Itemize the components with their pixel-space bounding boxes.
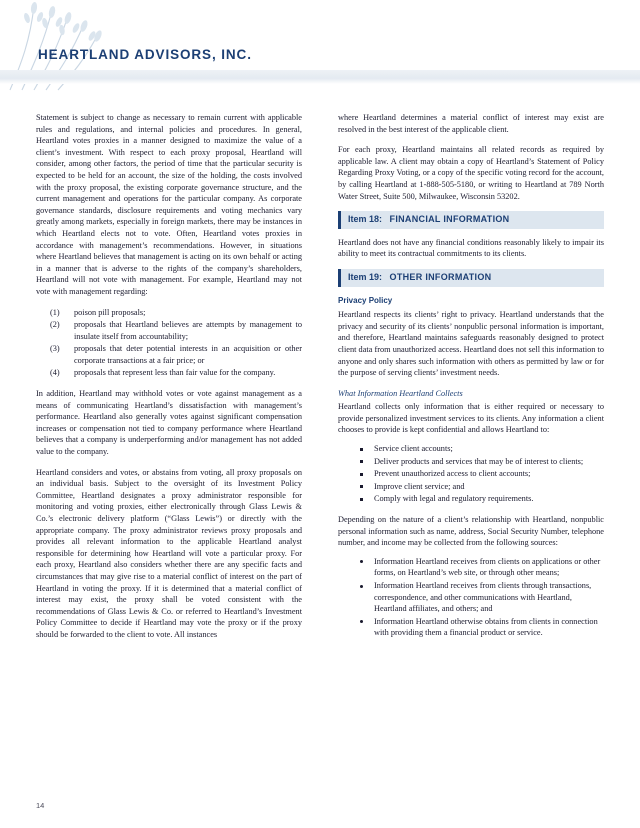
bullet-icon <box>360 485 363 488</box>
page-number: 14 <box>36 801 45 810</box>
company-name: HEARTLAND ADVISORS, INC. <box>38 47 252 62</box>
bullet-icon <box>360 460 363 463</box>
list-item-text: Information Heartland receives from clients on applications or other forms, on Heartland’s web site, or through other means; <box>374 556 601 578</box>
header-divider <box>0 70 640 84</box>
page-header <box>0 0 640 92</box>
item-19-title: OTHER INFORMATION <box>389 271 492 282</box>
list-marker: (3) <box>50 344 60 354</box>
item-18-label: Item 18: <box>348 214 383 225</box>
list-item-text: Comply with legal and regulatory requirements. <box>374 494 534 504</box>
list-item <box>338 556 604 579</box>
paragraph-conflict-resolution: where Heartland determines a material conflict of interest may exist are resolved in the best interest of the applicable client. <box>338 113 604 134</box>
paragraph-information-sources-intro: Depending on the nature of a client’s relationship with Heartland, nonpublic personal information such as name, address, Social Security Number, telephone number, and income may be collected from the following sources: <box>338 515 604 548</box>
list-item <box>338 481 604 493</box>
bullet-icon <box>360 473 363 476</box>
list-item-text: Information Heartland receives from clients through transactions, correspondence, and other communications with Heartland, Heartland affiliates, and others; and <box>374 581 592 614</box>
bullet-list-sources <box>338 556 604 639</box>
list-item <box>338 456 604 468</box>
list-marker: (2) <box>50 320 60 330</box>
list-item <box>36 367 302 379</box>
subheading-privacy-policy: Privacy Policy <box>338 295 393 305</box>
list-item-text: Information Heartland otherwise obtains from clients in connection with providing them a financial product or service. <box>374 616 598 638</box>
list-item-text: Service client accounts; <box>374 444 453 454</box>
subheading-what-information-collected: What Information Heartland Collects <box>338 388 463 398</box>
list-item-text: Deliver products and services that may be of interest to clients; <box>374 456 584 466</box>
list-item <box>338 616 604 639</box>
list-item-text: Improve client service; and <box>374 481 465 491</box>
paragraph-information-collected: Heartland collects only information that is either required or necessary to provide personalized investment services to its clients. Any information a client chooses to provide is kept confidential and allows Heartland to: <box>338 402 604 435</box>
paragraph-withhold-votes: In addition, Heartland may withhold votes or vote against management as a means of communicating Heartland’s dissatisfaction with management’s performance. Heartland also generally votes against significant compensation increases or compensation not tied to company performance where Heartland believes that a company is underperforming and/or management has not added value to the company. <box>36 389 302 457</box>
list-item <box>338 443 604 455</box>
section-header-item-19 <box>338 269 604 287</box>
bullet-icon <box>360 560 363 563</box>
list-item-text: Prevent unauthorized access to client accounts; <box>374 469 531 479</box>
list-item <box>338 468 604 480</box>
paragraph-proxy-voting-intro: Statement is subject to change as necessary to remain current with applicable rules and regulations, and internal policies and procedures. In general, Heartland votes proxies in a manner designed to maximize the value of a client’s investment. With respect to each proxy proposal, Heartland will consider, among other factors, the period of time that the particular security is expected to be held for an account, the size of the holding, the costs involved with the proxy proposal, the existing corporate governance structure, and the current management and operations for the particular company. As corporate governance standards, disclosure requirements and voting mechanics vary greatly among markets, especially in foreign markets, there may be instances in which Heartland elects not to vote. Often, Heartland votes proxies in accordance with management’s recommendations. However, in situations where Heartland believes that management is acting on its own behalf or acting in a manner that is adverse to the rights of the company’s shareholders, Heartland will not vote with management. For example, Heartland may not vote with management regarding: <box>36 113 302 296</box>
bullet-icon <box>360 448 363 451</box>
paragraph-proxy-administration: Heartland considers and votes, or abstains from voting, all proxy proposals on an individual basis. Subject to the oversight of its Investment Policy Committee, Heartland designates a proxy administrator responsible for monitoring and voting proxies, either electronically through Glass Lewis & Co.’s electronic delivery platform (“Glass Lewis”) or directly with the appropriate company. The proxy administrator reviews proxy proposals and provides all relevant information to the applicable Heartland analyst responsible for determining how Heartland will vote a particular proxy. For each proxy, Heartland also considers whether there are any specific facts and circumstances that may give rise to a material conflict of interest on the part of Heartland in voting the proxy. If it is determined that a material conflict of interest may exist, the proxy shall be voted consistent with the recommendations of Glass Lewis & Co. or referred to Heartland’s Investment Policy Committee to decide if Heartland may vote the proxy or if the proxy should be forwarded to the client to vote. All instances <box>36 467 302 639</box>
item-19-label: Item 19: <box>348 271 383 282</box>
list-item-text: proposals that represent less than fair value for the company. <box>74 368 276 378</box>
list-item-text: proposals that deter potential interests in an acquisition or other corporate transactions at a fair price; or <box>74 344 302 365</box>
numbered-list-management-exceptions <box>36 307 302 380</box>
list-item <box>36 343 302 366</box>
list-item-text: proposals that Heartland believes are attempts by management to insulate itself from accountability; <box>74 320 302 341</box>
bullet-list-uses <box>338 443 604 505</box>
paragraph-financial-information: Heartland does not have any financial conditions reasonably likely to impair its ability to meet its contractual commitments to its clients. <box>338 237 604 259</box>
list-item <box>36 319 302 342</box>
list-marker: (1) <box>50 307 60 317</box>
document-content <box>0 112 640 792</box>
list-marker: (4) <box>50 368 60 378</box>
list-item <box>36 307 302 319</box>
bullet-icon <box>360 585 363 588</box>
list-item-text: poison pill proposals; <box>74 307 146 317</box>
paragraph-proxy-records: For each proxy, Heartland maintains all related records as required by applicable law. A client may obtain a copy of Heartland’s Statement of Policy Regarding Proxy Voting, or a copy of the specific voting record for the account, by calling Heartland at 1-888-505-5180, or writing to Heartland at 789 North Water Street, Suite 500, Milwaukee, Wisconsin 53202. <box>338 145 604 201</box>
left-column <box>36 112 302 650</box>
right-column <box>338 112 604 648</box>
paragraph-privacy-policy: Heartland respects its clients’ right to privacy. Heartland understands that the privacy and security of its clients’ nonpublic personal information is important, and therefore, Heartland maintains safeguards reasonably designed to protect client data from unauthorized access. Heartland does not sell this information to anyone and only shares such information with others as permitted by law or for the purpose of serving clients’ investment needs. <box>338 310 604 378</box>
bullet-icon <box>360 498 363 501</box>
section-header-item-18 <box>338 211 604 229</box>
list-item <box>338 580 604 615</box>
item-18-title: FINANCIAL INFORMATION <box>389 214 510 225</box>
bullet-icon <box>360 620 363 623</box>
list-item <box>338 493 604 505</box>
